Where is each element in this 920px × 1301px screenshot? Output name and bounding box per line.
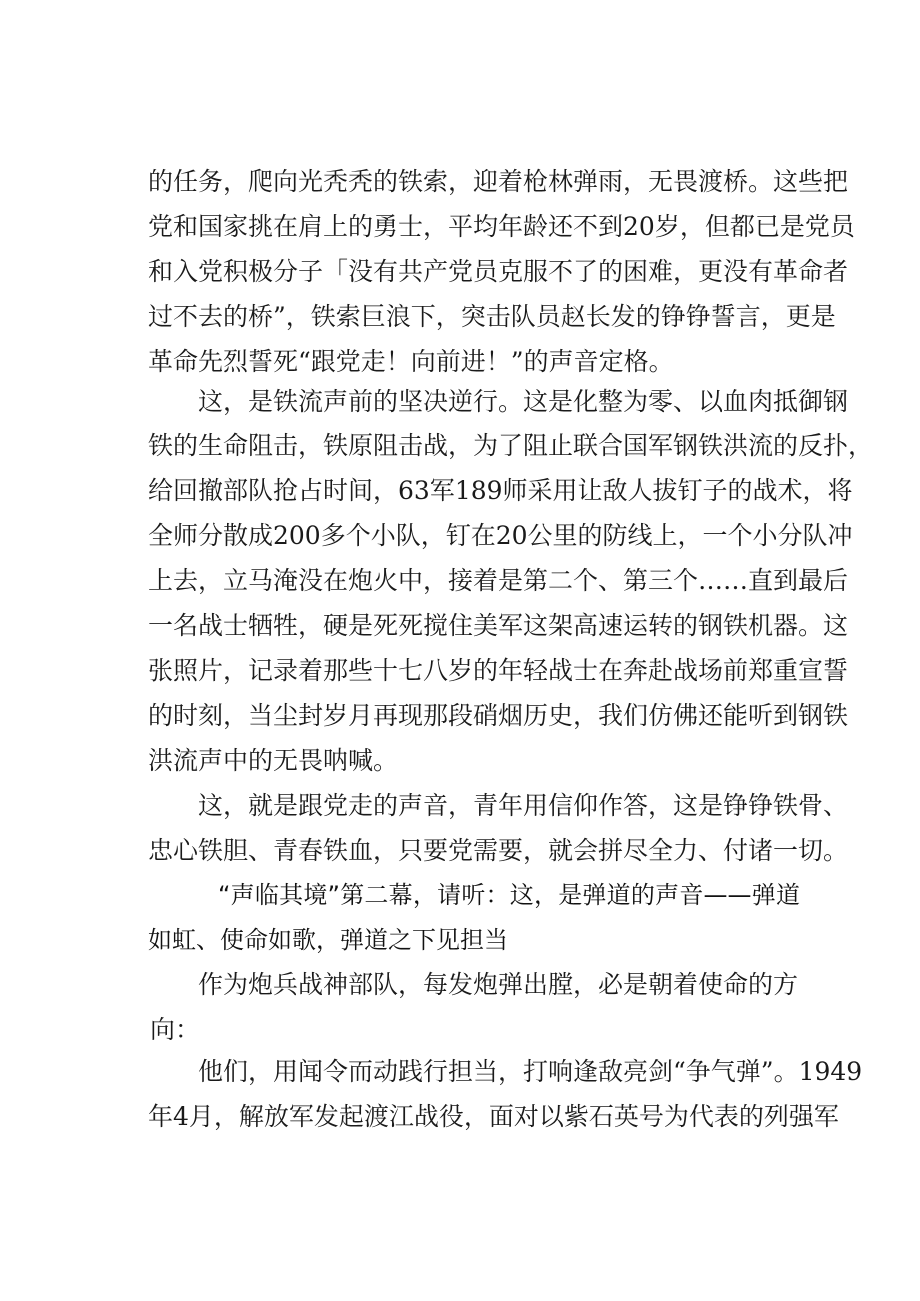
text-line: 他们，用闻令而动践行担当，打响逢敌亮剑“争气弹”。1949 <box>198 1057 863 1086</box>
text-line: 党和国家挑在肩上的勇士，平均年龄还不到20岁，但都已是党员 <box>148 212 855 241</box>
text-line: 的任务，爬向光秃秃的铁索，迎着枪林弹雨，无畏渡桥。这些把 <box>148 167 849 196</box>
heading-line: 如虹、使命如歌，弹道之下见担当 <box>148 926 508 954</box>
text-line: 向： <box>150 1015 201 1044</box>
text-line: 上去，立马淹没在炮火中，接着是第二个、第三个……直到最后 <box>148 566 849 595</box>
text-line: 这，是铁流声前的坚决逆行。这是化整为零、以血肉抵御钢 <box>198 387 849 416</box>
text-line: 忠心铁胆、青春铁血，只要党需要，就会拼尽全力、付诸一切。 <box>148 836 849 865</box>
text-line: 铁的生命阻击，铁原阻击战，为了阻止联合国军钢铁洪流的反扑， <box>148 431 874 460</box>
text-line: 一名战士牺牲，硬是死死搅住美军这架高速运转的钢铁机器。这 <box>148 611 849 640</box>
text-line: 洪流声中的无畏呐喊。 <box>148 746 399 775</box>
text-line: 和入党积极分子「没有共产党员克服不了的困难，更没有革命者 <box>148 257 849 286</box>
text-line: 作为炮兵战神部队，每发炮弹出膛，必是朝着使命的方 <box>198 970 799 999</box>
text-line: 革命先烈誓死“跟党走！向前进！”的声音定格。 <box>148 347 674 376</box>
text-line: 过不去的桥”，铁索巨浪下，突击队员赵长发的铮铮誓言，更是 <box>148 302 836 331</box>
text-line: 这，就是跟党走的声音，青年用信仰作答，这是铮铮铁骨、 <box>198 791 849 820</box>
heading-line: “声临其境”第二幕，请听：这，是弹道的声音——弹道 <box>218 881 800 909</box>
text-line: 全师分散成200多个小队，钉在20公里的防线上，一个小分队冲 <box>148 521 853 550</box>
text-line: 的时刻，当尘封岁月再现那段硝烟历史，我们仿佛还能听到钢铁 <box>148 701 849 730</box>
text-line: 张照片，记录着那些十七八岁的年轻战士在奔赴战场前郑重宣誓 <box>148 656 849 685</box>
text-line: 给回撤部队抢占时间，63军189师采用让敌人拔钉子的战术，将 <box>148 476 853 505</box>
text-line: 年4月，解放军发起渡江战役，面对以紫石英号为代表的列强军 <box>148 1102 839 1131</box>
